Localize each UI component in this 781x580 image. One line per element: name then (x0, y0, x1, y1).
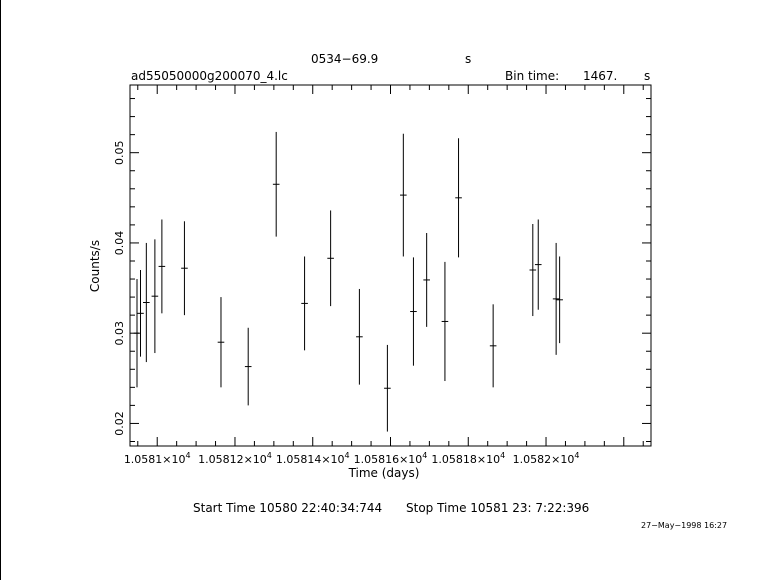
data-point (400, 134, 407, 257)
data-point (410, 257, 417, 365)
data-point (556, 256, 563, 343)
bin-time-unit: s (644, 69, 651, 83)
source-name: 0534−69.9 (311, 52, 379, 66)
data-point (301, 256, 308, 350)
source-unit: s (465, 52, 472, 66)
bin-time-label: Bin time: (505, 69, 560, 83)
file-name: ad55050000g200070_4.lc (131, 69, 288, 83)
data-point (529, 224, 536, 316)
data-point (535, 219, 542, 309)
data-point (356, 289, 363, 385)
x-tick-label: $1.0582\times 10^4$ (512, 451, 580, 466)
data-point (553, 243, 560, 355)
data-point (455, 138, 462, 257)
x-tick-label: $1.0581\times 10^4$ (123, 451, 191, 466)
data-point (134, 279, 141, 387)
data-point (152, 239, 159, 353)
data-point (181, 221, 188, 315)
x-tick-label: $1.05814\times 10^4$ (275, 451, 350, 466)
data-point (273, 132, 280, 237)
data-point (442, 262, 449, 381)
start-time: Start Time 10580 22:40:34:744 (193, 501, 383, 515)
x-tick-label: $1.05812\times 10^4$ (198, 451, 272, 466)
data-point (423, 233, 430, 327)
data-point (137, 270, 144, 357)
data-point (143, 243, 150, 362)
data-point (245, 328, 252, 406)
data-point (218, 297, 225, 387)
y-tick-label: 0.03 (113, 320, 126, 346)
y-axis-label: Counts/s (88, 239, 102, 293)
data-point (159, 219, 166, 313)
bin-time-value: 1467. (583, 69, 618, 83)
stop-time: Stop Time 10581 23: 7:22:396 (406, 501, 590, 515)
x-tick-label: $1.05818\times 10^4$ (431, 451, 506, 466)
y-tick-label: 0.05 (113, 140, 126, 165)
data-point (384, 345, 391, 432)
data-point (327, 210, 334, 306)
data-point (490, 304, 497, 387)
x-axis-label: Time (days) (348, 466, 420, 480)
date-stamp: 27−May−1998 16:27 (641, 521, 728, 530)
plot-frame (130, 85, 651, 446)
x-tick-label: $1.05816\times 10^4$ (353, 451, 428, 466)
y-tick-label: 0.04 (113, 230, 126, 256)
y-tick-label: 0.02 (113, 411, 126, 436)
